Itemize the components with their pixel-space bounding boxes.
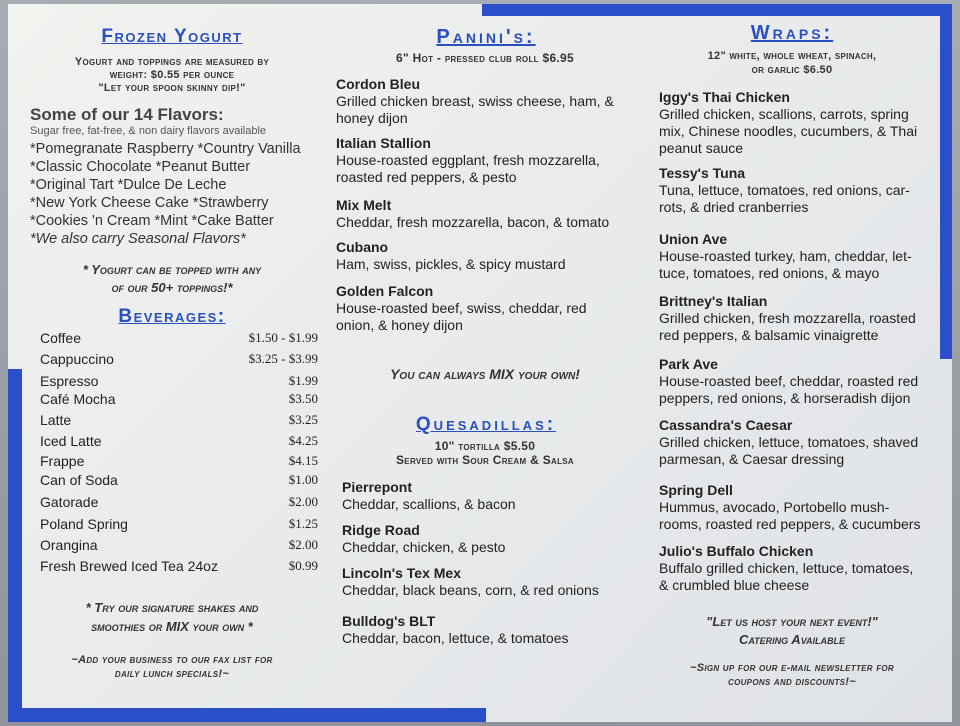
beverage-name: Can of Soda xyxy=(40,472,118,488)
quesadilla-item xyxy=(342,565,599,599)
quesadilla-name: Bulldog's BLT xyxy=(342,613,436,629)
beverage-name: Frappe xyxy=(40,453,85,469)
event-line1: "Let us host your next event!" xyxy=(706,614,878,629)
wrap-item xyxy=(659,231,912,282)
panini-item xyxy=(336,135,600,186)
quesadilla-name: Ridge Road xyxy=(342,522,420,538)
beverage-price: $1.50 - $1.99 xyxy=(248,330,318,345)
panini-name: Cordon Bleu xyxy=(336,76,420,92)
beverage-name: Poland Spring xyxy=(40,516,128,532)
wrap-description: mix, Chinese noodles, cucumbers, & Thai xyxy=(659,123,918,139)
wrap-description: red peppers, & balsamic vinaigrette xyxy=(659,327,879,343)
panini-name: Golden Falcon xyxy=(336,283,434,299)
panini-item xyxy=(336,76,614,127)
wrap-description: House-roasted turkey, ham, cheddar, let- xyxy=(659,248,912,264)
wrap-description: Grilled chicken, scallions, carrots, spring xyxy=(659,106,909,122)
wrap-name: Julio's Buffalo Chicken xyxy=(659,543,814,559)
wrap-description: Tuna, lettuce, tomatoes, red onions, car- xyxy=(659,182,910,198)
beverage-price: $1.99 xyxy=(288,373,318,388)
wrap-description: Buffalo grilled chicken, lettuce, tomatoes, xyxy=(659,560,914,576)
blue-border-right xyxy=(940,4,952,359)
beverages-title: Beverages: xyxy=(118,306,226,327)
flavor-line: *Classic Chocolate *Peanut Butter xyxy=(30,159,251,175)
panini-name: Mix Melt xyxy=(336,197,392,213)
wrap-description: & crumbled blue cheese xyxy=(659,577,810,593)
beverage-price: $2.00 xyxy=(288,494,318,509)
wraps-title: Wraps: xyxy=(750,22,834,44)
paninis-subtitle: 6" Hot - pressed club roll $6.95 xyxy=(396,51,574,65)
flavor-line: *Original Tart *Dulce De Leche xyxy=(30,177,227,193)
wrap-name: Brittney's Italian xyxy=(659,293,768,309)
panini-description: honey dijon xyxy=(336,110,408,126)
panini-description: House-roasted eggplant, fresh mozzarella, xyxy=(336,152,600,168)
quesadilla-item xyxy=(342,613,568,647)
panini-name: Italian Stallion xyxy=(336,135,431,151)
wrap-name: Spring Dell xyxy=(659,482,733,498)
flavors-heading: Some of our 14 Flavors: xyxy=(30,105,224,124)
wrap-description: rooms, roasted red peppers, & cucumbers xyxy=(659,516,921,532)
beverage-name: Espresso xyxy=(40,373,99,389)
catering-line: Catering Available xyxy=(738,632,846,647)
flavor-line: *Cookies 'n Cream *Mint *Cake Batter xyxy=(30,213,274,229)
quesadilla-name: Lincoln's Tex Mex xyxy=(342,565,461,581)
wrap-description: Grilled chicken, lettuce, tomatoes, shaved xyxy=(659,434,919,450)
beverage-name: Orangina xyxy=(40,537,98,553)
wrap-item xyxy=(659,417,918,468)
beverage-price: $4.25 xyxy=(288,433,318,448)
wrap-description: tuce, tomatoes, red onions, & mayo xyxy=(659,265,880,281)
quesadilla-description: Cheddar, scallions, & bacon xyxy=(342,496,516,512)
wrap-name: Union Ave xyxy=(659,231,728,247)
wrap-description: parmesan, & Caesar dressing xyxy=(659,451,845,467)
newsletter-line2: coupons and discounts!~ xyxy=(728,676,856,688)
beverage-name: Iced Latte xyxy=(40,433,102,449)
panini-item xyxy=(336,283,587,334)
toppings-line2: of our 50+ toppings!* xyxy=(111,280,233,295)
flavor-line: *New York Cheese Cake *Strawberry xyxy=(30,195,269,211)
panini-description: House-roasted beef, swiss, cheddar, red xyxy=(336,300,587,316)
wrap-name: Tessy's Tuna xyxy=(659,165,746,181)
panini-name: Cubano xyxy=(336,239,389,255)
panini-item xyxy=(336,197,609,231)
wrap-name: Cassandra's Caesar xyxy=(659,417,793,433)
wrap-description: peanut sauce xyxy=(659,140,744,156)
yogurt-slogan: "Let your spoon skinny dip!" xyxy=(98,82,246,94)
panini-description: Cheddar, fresh mozzarella, bacon, & tomato xyxy=(336,214,610,230)
wrap-item xyxy=(659,543,913,594)
panini-description: Grilled chicken breast, swiss cheese, ham, & xyxy=(336,93,614,109)
beverage-name: Coffee xyxy=(40,330,81,346)
quesadilla-description: Cheddar, black beans, corn, & red onions xyxy=(342,582,599,598)
panini-item xyxy=(336,239,566,273)
beverage-price: $0.99 xyxy=(288,558,318,573)
yogurt-note-line2: weight: $0.55 per ounce xyxy=(109,69,235,81)
shakes-line2: smoothies or MIX your own * xyxy=(91,619,253,634)
menu-sheet xyxy=(8,4,952,722)
beverage-price: $1.00 xyxy=(288,472,318,487)
beverage-price: $2.00 xyxy=(288,537,318,552)
beverage-price: $3.50 xyxy=(288,391,318,406)
mix-your-own-note: You can always MIX your own! xyxy=(390,366,580,382)
wrap-description: rots, & dried cranberries xyxy=(659,199,809,215)
seasonal-flavors: *We also carry Seasonal Flavors* xyxy=(30,231,246,247)
beverage-price: $4.15 xyxy=(288,453,318,468)
panini-description: Ham, swiss, pickles, & spicy mustard xyxy=(336,256,566,272)
wrap-item xyxy=(659,482,920,533)
wrap-name: Park Ave xyxy=(659,356,718,372)
quesadilla-name: Pierrepont xyxy=(342,479,413,495)
wrap-description: peppers, red onions, & horseradish dijon xyxy=(659,390,911,406)
quesadilla-item xyxy=(342,479,516,513)
wrap-description: House-roasted beef, cheddar, roasted red xyxy=(659,373,919,389)
quesadillas-title: Quesadillas: xyxy=(415,414,557,435)
flavor-list xyxy=(30,140,301,248)
wrap-item xyxy=(659,89,917,157)
quesadillas-subtitle1: 10" tortilla $5.50 xyxy=(434,439,536,453)
wrap-description: Hummus, avocado, Portobello mush- xyxy=(659,499,890,515)
beverage-name: Gatorade xyxy=(40,494,99,510)
beverage-price: $1.25 xyxy=(288,516,318,531)
wraps-subtitle2: or garlic $6.50 xyxy=(751,64,833,76)
quesadilla-description: Cheddar, bacon, lettuce, & tomatoes xyxy=(342,630,569,646)
yogurt-note-line1: Yogurt and toppings are measured by xyxy=(74,56,270,68)
panini-description: roasted red peppers, & pesto xyxy=(336,169,517,185)
wrap-description: Grilled chicken, fresh mozzarella, roasted xyxy=(659,310,916,326)
fax-line2: daily lunch specials!~ xyxy=(114,668,230,680)
wrap-item xyxy=(659,165,910,216)
quesadilla-description: Cheddar, chicken, & pesto xyxy=(342,539,506,555)
newsletter-line1: ~Sign up for our e-mail newsletter for xyxy=(689,662,895,674)
quesadilla-item xyxy=(342,522,505,556)
beverage-name: Café Mocha xyxy=(40,391,116,407)
paninis-title: Panini's: xyxy=(436,26,536,48)
panini-description: onion, & honey dijon xyxy=(336,317,463,333)
shakes-line1: * Try our signature shakes and xyxy=(85,600,259,615)
blue-border-bottom xyxy=(8,708,486,722)
wrap-name: Iggy's Thai Chicken xyxy=(659,89,790,105)
quesadillas-subtitle2: Served with Sour Cream & Salsa xyxy=(396,453,574,467)
wrap-item xyxy=(659,356,918,407)
beverage-name: Fresh Brewed Iced Tea 24oz xyxy=(40,558,218,574)
flavors-note: Sugar free, fat-free, & non dairy flavors available xyxy=(30,125,267,137)
flavor-line: *Pomegranate Raspberry *Country Vanilla xyxy=(30,141,301,157)
frozen-yogurt-title: Frozen Yogurt xyxy=(101,26,243,47)
blue-border-left xyxy=(8,369,22,722)
fax-line1: ~Add your business to our fax list for xyxy=(71,654,273,666)
wraps-subtitle1: 12" white, whole wheat, spinach, xyxy=(707,50,877,62)
blue-border-top xyxy=(482,4,952,16)
toppings-line1: * Yogurt can be topped with any xyxy=(82,262,262,277)
beverage-price: $3.25 xyxy=(288,412,318,427)
beverage-price: $3.25 - $3.99 xyxy=(248,351,318,366)
beverage-name: Cappuccino xyxy=(40,351,114,367)
wrap-item xyxy=(659,293,916,344)
beverage-name: Latte xyxy=(40,412,72,428)
